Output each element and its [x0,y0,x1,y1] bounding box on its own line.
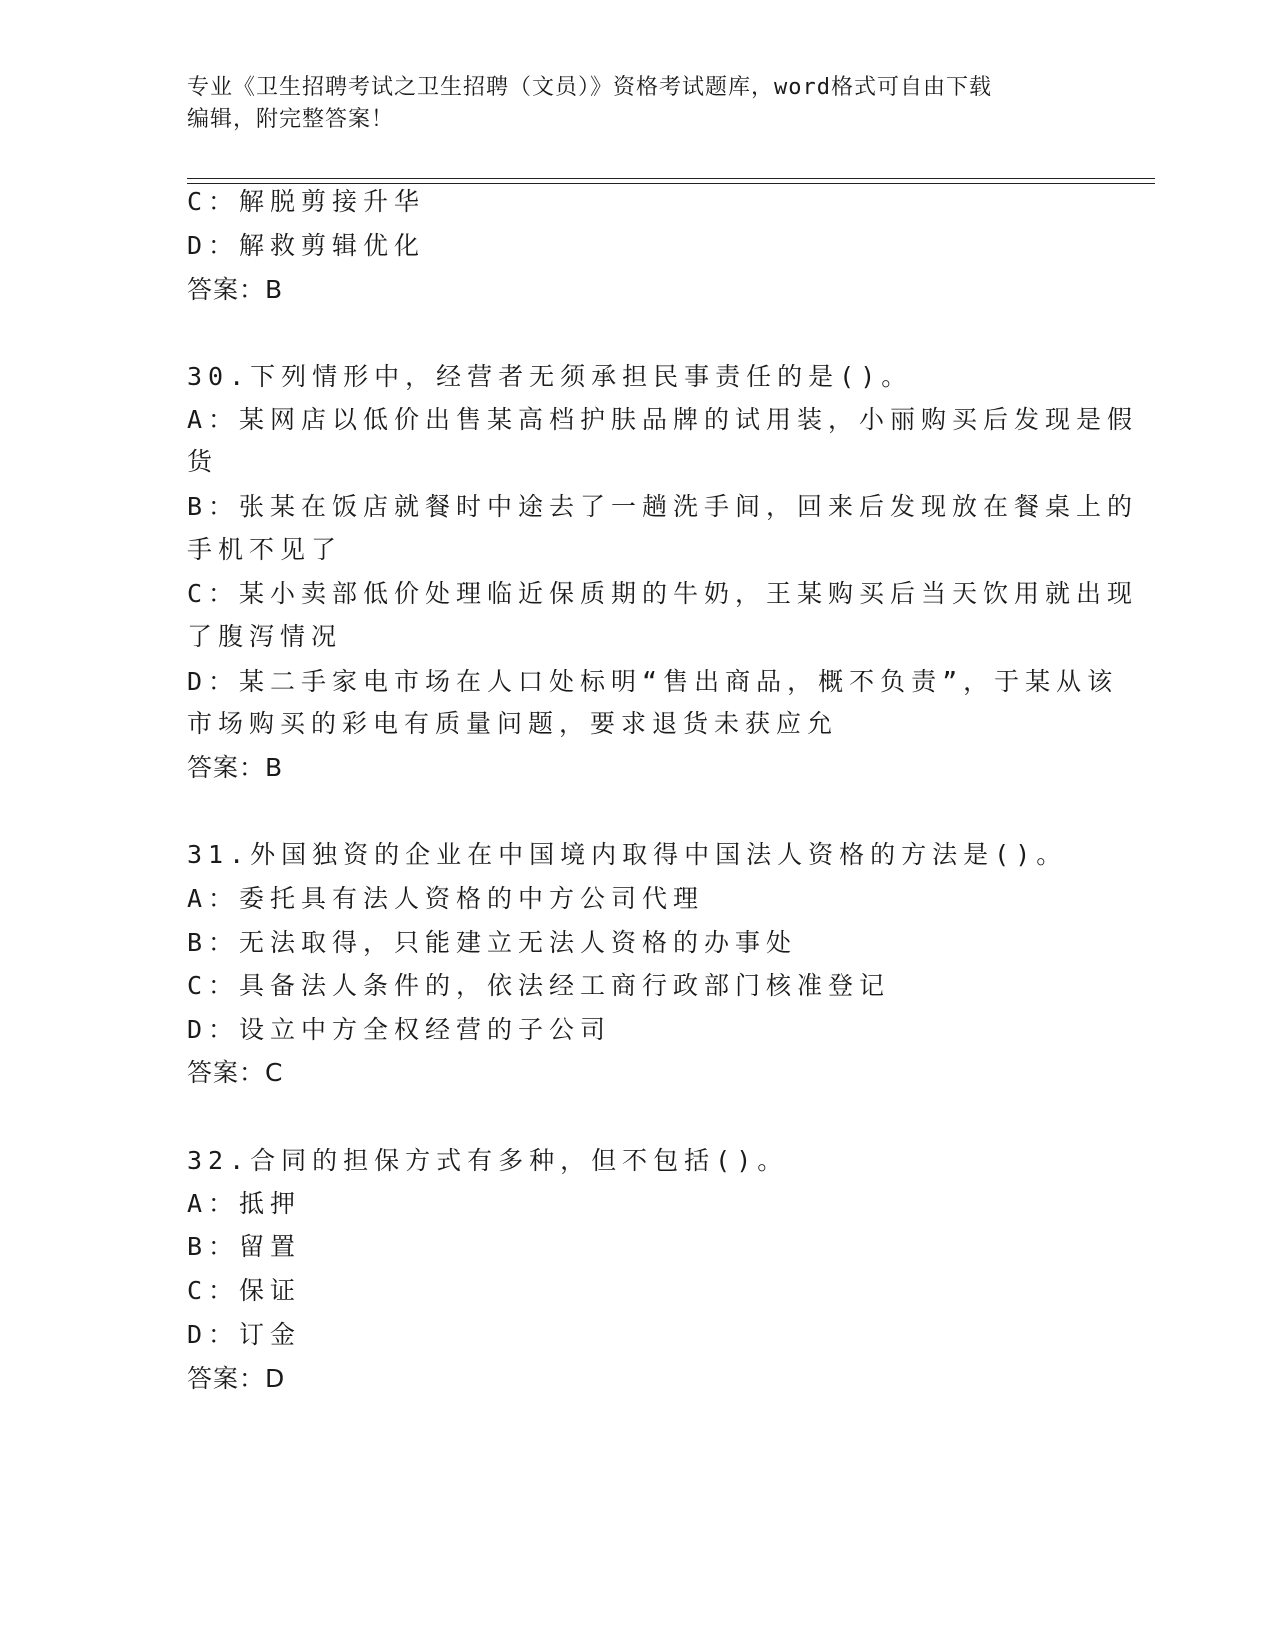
q29-option-c: C：解脱剪接升华 [187,187,426,216]
q30-option-a-line-1: A：某网店以低价出售某高档护肤品牌的试用装，小丽购买后发现是假 [187,405,1139,434]
q30-answer: 答案：B [187,753,284,782]
q30-question: 30.下列情形中，经营者无须承担民事责任的是()。 [187,362,913,391]
q32-option-b: B：留置 [187,1232,302,1261]
q30-option-b-line-1: B：张某在饭店就餐时中途去了一趟洗手间，回来后发现放在餐桌上的 [187,492,1139,521]
q32-option-c: C：保证 [187,1276,302,1305]
header-line-2: 编辑，附完整答案！ [187,107,395,132]
q31-question: 31.外国独资的企业在中国境内取得中国法人资格的方法是()。 [187,840,1068,869]
q32-option-d: D：订金 [187,1320,302,1349]
header-divider-top [187,178,1155,179]
q31-option-a: A：委托具有法人资格的中方公司代理 [187,884,705,913]
q32-option-a: A：抵押 [187,1189,302,1218]
q31-option-d: D：设立中方全权经营的子公司 [187,1015,612,1044]
q32-answer: 答案：D [187,1364,286,1393]
q31-option-b: B：无法取得，只能建立无法人资格的办事处 [187,928,798,957]
q32-question: 32.合同的担保方式有多种，但不包括()。 [187,1146,789,1175]
q29-answer: 答案：B [187,275,284,304]
q31-answer: 答案：C [187,1058,284,1087]
q30-option-a-line-2: 货 [187,447,219,476]
header-line-1: 专业《卫生招聘考试之卫生招聘（文员）》资格考试题库，word格式可自由下载 [187,75,992,100]
q29-option-d: D：解救剪辑优化 [187,231,426,260]
q30-option-b-line-2: 手机不见了 [187,535,343,564]
q30-option-d-line-2: 市场购买的彩电有质量问题，要求退货未获应允 [187,709,839,738]
q30-option-c-line-2: 了腹泻情况 [187,622,343,651]
q31-option-c: C：具备法人条件的，依法经工商行政部门核准登记 [187,971,891,1000]
header-divider-bottom [187,183,1155,184]
q30-option-c-line-1: C：某小卖部低价处理临近保质期的牛奶，王某购买后当天饮用就出现 [187,579,1139,608]
q30-option-d-line-1: D：某二手家电市场在人口处标明“售出商品，概不负责”，于某从该 [187,667,1119,696]
document-header [187,72,1087,136]
